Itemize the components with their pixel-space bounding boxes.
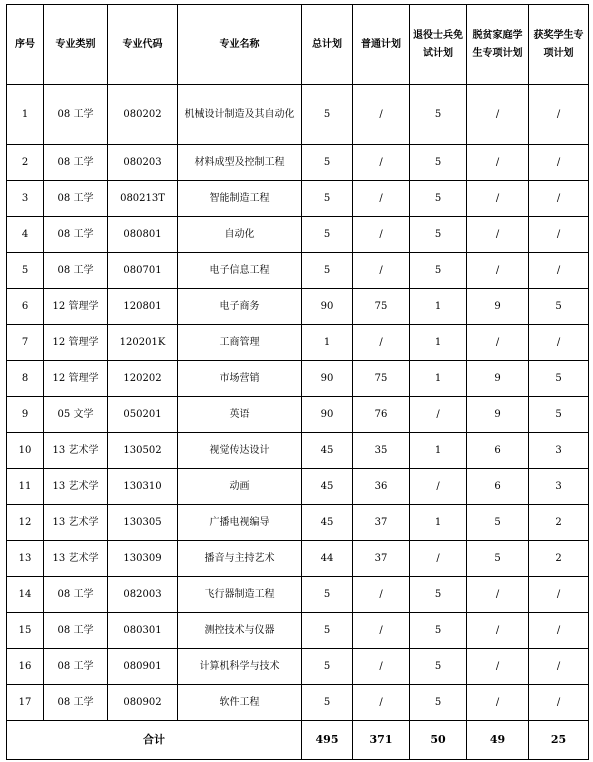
table-cell: 材料成型及控制工程 — [178, 145, 302, 181]
table-cell: / — [353, 85, 410, 145]
table-cell: 软件工程 — [178, 685, 302, 721]
table-cell: 5 — [467, 541, 529, 577]
table-cell: 17 — [7, 685, 44, 721]
table-cell: 9 — [467, 289, 529, 325]
table-cell: 9 — [7, 397, 44, 433]
table-cell: 12 管理学 — [44, 325, 108, 361]
table-cell: / — [467, 181, 529, 217]
table-cell: 动画 — [178, 469, 302, 505]
table-cell: 13 艺术学 — [44, 541, 108, 577]
table-row — [7, 397, 589, 433]
table-cell: 12 管理学 — [44, 289, 108, 325]
table-cell: / — [353, 613, 410, 649]
table-cell: / — [410, 541, 467, 577]
table-cell: / — [467, 613, 529, 649]
table-cell: / — [467, 253, 529, 289]
table-cell: 130305 — [108, 505, 178, 541]
table-cell: 智能制造工程 — [178, 181, 302, 217]
table-cell: 英语 — [178, 397, 302, 433]
table-cell: / — [353, 685, 410, 721]
table-cell: 080203 — [108, 145, 178, 181]
table-cell: / — [529, 577, 589, 613]
total-cell: 50 — [410, 721, 467, 760]
table-cell: 测控技术与仪器 — [178, 613, 302, 649]
table-cell: 5 — [410, 253, 467, 289]
table-cell: 1 — [410, 361, 467, 397]
table-cell: 90 — [302, 289, 353, 325]
table-cell: 45 — [302, 433, 353, 469]
table-cell: / — [353, 325, 410, 361]
header-cell: 总计划 — [302, 5, 353, 85]
table-cell: 08 工学 — [44, 613, 108, 649]
table-cell: 电子信息工程 — [178, 253, 302, 289]
table-cell: 90 — [302, 361, 353, 397]
table-row — [7, 469, 589, 505]
table-row — [7, 577, 589, 613]
table-cell: 6 — [467, 469, 529, 505]
table-cell: 080701 — [108, 253, 178, 289]
table-cell: 5 — [410, 649, 467, 685]
table-row — [7, 541, 589, 577]
table-cell: 1 — [410, 325, 467, 361]
table-body — [7, 85, 589, 721]
table-cell: / — [529, 325, 589, 361]
table-cell: 08 工学 — [44, 85, 108, 145]
table-cell: / — [467, 577, 529, 613]
table-cell: 1 — [7, 85, 44, 145]
table-row — [7, 685, 589, 721]
table-cell: / — [467, 649, 529, 685]
table-cell: / — [529, 649, 589, 685]
table-row — [7, 361, 589, 397]
table-cell: 9 — [467, 361, 529, 397]
total-cell: 371 — [353, 721, 410, 760]
table-row — [7, 217, 589, 253]
table-cell: 3 — [7, 181, 44, 217]
table-cell: / — [410, 397, 467, 433]
table-cell: / — [353, 253, 410, 289]
table-row — [7, 325, 589, 361]
total-cell: 25 — [529, 721, 589, 760]
table-cell: 5 — [410, 613, 467, 649]
table-cell: 13 艺术学 — [44, 505, 108, 541]
table-cell: / — [353, 649, 410, 685]
table-cell: / — [467, 217, 529, 253]
table-cell: 5 — [467, 505, 529, 541]
table-cell: / — [529, 613, 589, 649]
table-row — [7, 85, 589, 145]
table-cell: 5 — [302, 577, 353, 613]
table-cell: 080901 — [108, 649, 178, 685]
table-cell: 16 — [7, 649, 44, 685]
table-cell: 8 — [7, 361, 44, 397]
table-cell: / — [529, 685, 589, 721]
table-cell: 机械设计制造及其自动化 — [178, 85, 302, 145]
table-cell: 5 — [302, 649, 353, 685]
table-cell: 视觉传达设计 — [178, 433, 302, 469]
table-cell: 90 — [302, 397, 353, 433]
table-cell: / — [353, 145, 410, 181]
header-cell: 退役士兵免试计划 — [410, 5, 467, 85]
table-cell: 3 — [529, 469, 589, 505]
table-cell: 1 — [302, 325, 353, 361]
table-cell: 080213T — [108, 181, 178, 217]
table-cell: / — [529, 181, 589, 217]
table-cell: 5 — [529, 289, 589, 325]
table-cell: 9 — [467, 397, 529, 433]
table-row — [7, 253, 589, 289]
table-cell: 5 — [302, 145, 353, 181]
table-cell: / — [467, 85, 529, 145]
table-cell: 08 工学 — [44, 145, 108, 181]
table-cell: 2 — [7, 145, 44, 181]
table-cell: 08 工学 — [44, 577, 108, 613]
table-cell: 14 — [7, 577, 44, 613]
table-cell: 36 — [353, 469, 410, 505]
table-cell: 5 — [529, 361, 589, 397]
table-cell: 5 — [302, 613, 353, 649]
table-cell: 15 — [7, 613, 44, 649]
table-cell: 45 — [302, 505, 353, 541]
table-cell: 11 — [7, 469, 44, 505]
table-cell: 080902 — [108, 685, 178, 721]
table-cell: 12 管理学 — [44, 361, 108, 397]
table-cell: 120202 — [108, 361, 178, 397]
table-cell: 12 — [7, 505, 44, 541]
table-cell: 08 工学 — [44, 217, 108, 253]
table-cell: 播音与主持艺术 — [178, 541, 302, 577]
header-cell: 脱贫家庭学生专项计划 — [467, 5, 529, 85]
table-cell: 05 文学 — [44, 397, 108, 433]
table-cell: 1 — [410, 505, 467, 541]
table-cell: 电子商务 — [178, 289, 302, 325]
table-cell: / — [467, 685, 529, 721]
table-cell: 08 工学 — [44, 649, 108, 685]
table-cell: 7 — [7, 325, 44, 361]
table-cell: 44 — [302, 541, 353, 577]
table-cell: 5 — [302, 85, 353, 145]
table-cell: 76 — [353, 397, 410, 433]
table-row — [7, 649, 589, 685]
table-cell: 5 — [410, 181, 467, 217]
table-cell: 工商管理 — [178, 325, 302, 361]
table-cell: 6 — [467, 433, 529, 469]
table-cell: 080301 — [108, 613, 178, 649]
table-cell: 3 — [529, 433, 589, 469]
header-row — [7, 5, 589, 85]
table-row — [7, 613, 589, 649]
total-label: 合计 — [7, 721, 302, 760]
table-row — [7, 289, 589, 325]
total-cell: 495 — [302, 721, 353, 760]
table-cell: 120801 — [108, 289, 178, 325]
table-cell: 08 工学 — [44, 253, 108, 289]
table-cell: 08 工学 — [44, 181, 108, 217]
table-cell: 1 — [410, 433, 467, 469]
header-cell: 专业类别 — [44, 5, 108, 85]
table-cell: / — [529, 85, 589, 145]
table-cell: 130310 — [108, 469, 178, 505]
table-cell: 广播电视编导 — [178, 505, 302, 541]
table-cell: 自动化 — [178, 217, 302, 253]
table-row — [7, 433, 589, 469]
table-cell: 6 — [7, 289, 44, 325]
table-cell: 130309 — [108, 541, 178, 577]
table-row — [7, 505, 589, 541]
table-cell: 5 — [529, 397, 589, 433]
table-cell: 1 — [410, 289, 467, 325]
table-cell: 5 — [7, 253, 44, 289]
table-cell: 082003 — [108, 577, 178, 613]
table-cell: / — [529, 145, 589, 181]
table-cell: 5 — [302, 253, 353, 289]
table-cell: 5 — [410, 85, 467, 145]
table-cell: 75 — [353, 289, 410, 325]
total-row — [7, 721, 589, 760]
header-cell: 专业名称 — [178, 5, 302, 85]
table-cell: 2 — [529, 505, 589, 541]
table-cell: 08 工学 — [44, 685, 108, 721]
table-cell: / — [529, 253, 589, 289]
table-cell: 130502 — [108, 433, 178, 469]
header-cell: 普通计划 — [353, 5, 410, 85]
table-row — [7, 181, 589, 217]
table-cell: 市场营销 — [178, 361, 302, 397]
table-cell: / — [353, 577, 410, 613]
table-cell: 35 — [353, 433, 410, 469]
table-cell: 13 — [7, 541, 44, 577]
table-cell: 5 — [302, 181, 353, 217]
table-cell: 37 — [353, 505, 410, 541]
table-cell: 13 艺术学 — [44, 469, 108, 505]
table-cell: 4 — [7, 217, 44, 253]
table-cell: 2 — [529, 541, 589, 577]
table-cell: 75 — [353, 361, 410, 397]
table-cell: 37 — [353, 541, 410, 577]
header-cell: 专业代码 — [108, 5, 178, 85]
table-cell: 飞行器制造工程 — [178, 577, 302, 613]
table-cell: 45 — [302, 469, 353, 505]
table-cell: 计算机科学与技术 — [178, 649, 302, 685]
header-cell: 序号 — [7, 5, 44, 85]
table-cell: / — [353, 217, 410, 253]
table-cell: / — [353, 181, 410, 217]
table-cell: 5 — [302, 217, 353, 253]
table-cell: 120201K — [108, 325, 178, 361]
table-cell: / — [410, 469, 467, 505]
table-cell: 050201 — [108, 397, 178, 433]
table-cell: / — [467, 325, 529, 361]
table-cell: 13 艺术学 — [44, 433, 108, 469]
table-cell: 5 — [410, 577, 467, 613]
table-cell: 080801 — [108, 217, 178, 253]
total-cell: 49 — [467, 721, 529, 760]
table-cell: 5 — [410, 145, 467, 181]
table-cell: 5 — [410, 217, 467, 253]
table-cell: / — [529, 217, 589, 253]
enrollment-plan-table — [6, 4, 589, 760]
table-cell: 080202 — [108, 85, 178, 145]
table-cell: 10 — [7, 433, 44, 469]
table-row — [7, 145, 589, 181]
header-cell: 获奖学生专项计划 — [529, 5, 589, 85]
table-cell: 5 — [410, 685, 467, 721]
table-cell: / — [467, 145, 529, 181]
table-cell: 5 — [302, 685, 353, 721]
